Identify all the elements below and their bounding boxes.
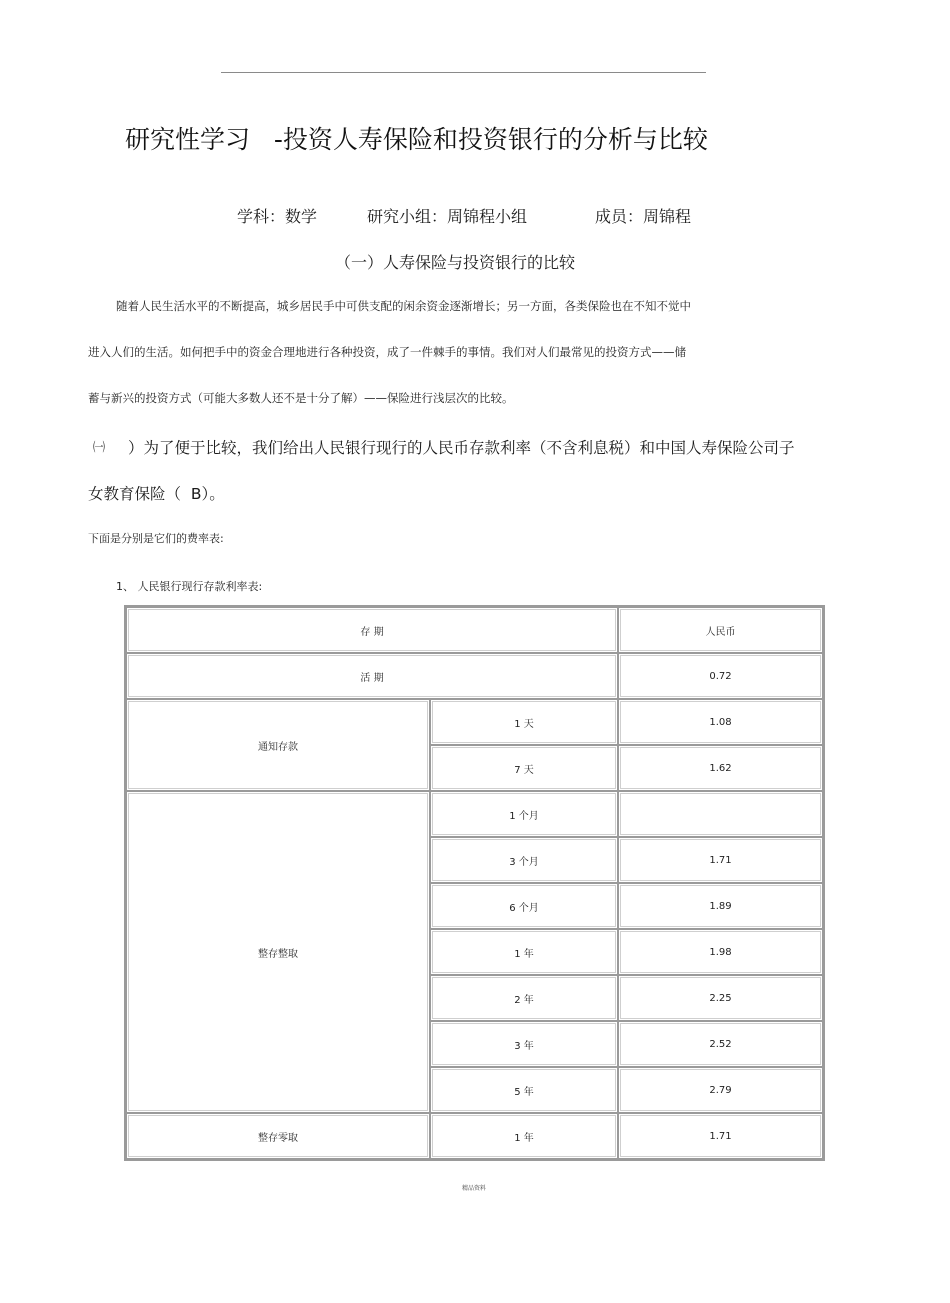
section-heading: （一）人寿保险与投资银行的比较 (335, 253, 576, 272)
rate-cell: 2.52 (618, 1021, 823, 1067)
term-cell: 1 年 (430, 929, 618, 975)
rate-cell: 1.89 (618, 883, 823, 929)
tables-intro: 下面是分别是它们的费率表: (88, 532, 224, 545)
term-cell: 3 个月 (430, 837, 618, 883)
point-marker: ㈠ (93, 440, 106, 454)
page-title: 研究性学习 -投资人寿保险和投资银行的分析与比较 (125, 125, 708, 154)
members-label: 成员：周锦程 (595, 207, 692, 226)
term-cell: 7 天 (430, 745, 618, 791)
installment-label-cell: 整存零取 (126, 1113, 430, 1159)
point-line-1: ）为了便于比较，我们给出人民银行现行的人民币存款利率（不含利息税）和中国人寿保险公司子 (128, 439, 795, 457)
header-term-cell: 存 期 (126, 607, 618, 653)
term-cell: 1 年 (430, 1113, 618, 1159)
deposit-rate-table (124, 605, 825, 1161)
intro-line-2: 进入人们的生活。如何把手中的资金合理地进行各种投资，成了一件棘手的事情。我们对人们最常见的投资方式——储 (88, 345, 686, 359)
rate-cell: 1.71 (618, 837, 823, 883)
point-line-2: 女教育保险（ B）。 (88, 485, 225, 503)
notice-label-cell: 通知存款 (126, 699, 430, 791)
table-row (126, 791, 823, 837)
term-cell: 1 个月 (430, 791, 618, 837)
header-currency-cell: 人民币 (618, 607, 823, 653)
term-cell: 3 年 (430, 1021, 618, 1067)
term-cell: 5 年 (430, 1067, 618, 1113)
rate-cell: 1.71 (618, 1113, 823, 1159)
rate-cell: 1.62 (618, 745, 823, 791)
term-cell: 2 年 (430, 975, 618, 1021)
table-header-row (126, 607, 823, 653)
term-cell: 1 天 (430, 699, 618, 745)
table-row (126, 653, 823, 699)
subject-label: 学科：数学 (237, 207, 318, 226)
term-cell: 6 个月 (430, 883, 618, 929)
rate-cell (618, 791, 823, 837)
demand-rate-cell: 0.72 (618, 653, 823, 699)
group-label: 研究小组：周锦程小组 (367, 207, 528, 226)
intro-line-3: 蓄与新兴的投资方式（可能大多数人还不是十分了解）——保险进行浅层次的比较。 (88, 391, 514, 405)
table-caption: 1、 人民银行现行存款利率表: (116, 580, 263, 593)
table-row (126, 699, 823, 745)
intro-line-1: 随着人民生活水平的不断提高，城乡居民手中可供支配的闲余资金逐渐增长；另一方面，各类保险也在不知不觉中 (116, 299, 691, 313)
rate-cell: 2.25 (618, 975, 823, 1021)
rate-cell: 2.79 (618, 1067, 823, 1113)
rate-cell: 1.98 (618, 929, 823, 975)
header-rule (221, 72, 706, 73)
table-row (126, 1113, 823, 1159)
demand-label-cell: 活 期 (126, 653, 618, 699)
footer-note: 精品资料 (462, 1185, 487, 1192)
lump-label-cell: 整存整取 (126, 791, 430, 1113)
rate-cell: 1.08 (618, 699, 823, 745)
